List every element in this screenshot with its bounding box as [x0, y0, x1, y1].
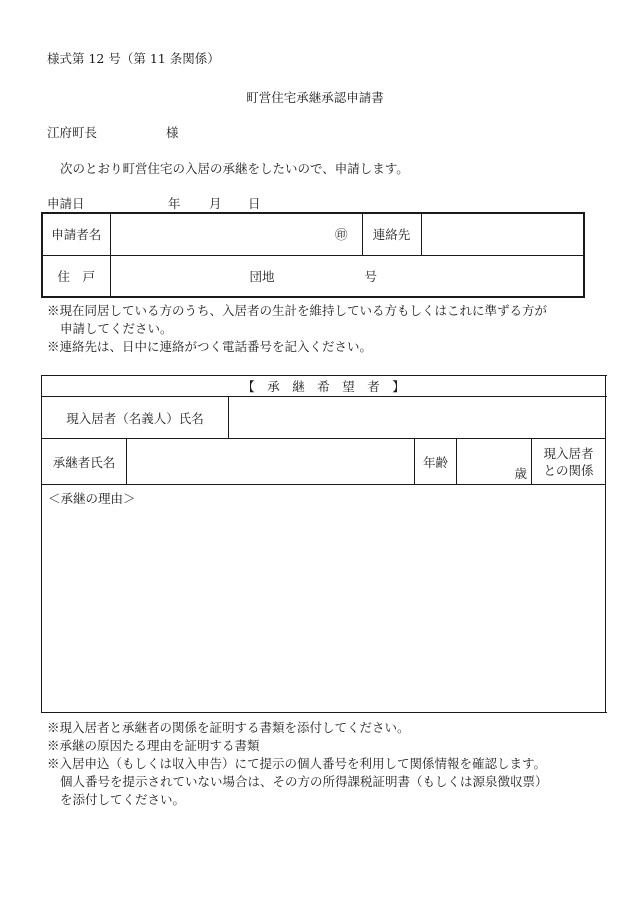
- contact-label: 連絡先: [362, 213, 421, 255]
- age-label: 年齢: [415, 439, 457, 485]
- applicant-table: [41, 212, 585, 298]
- note-line: ※承継の原因たる理由を証明する書類: [47, 738, 260, 753]
- seal-mark: ㊞: [334, 227, 348, 243]
- successor-header: 【 承 継 希 望 者 】: [42, 376, 606, 397]
- reason-label: ＜承継の理由＞: [48, 491, 136, 506]
- note-line: ※現在同居している方のうち、入居者の生計を維持している方もしくはこれに準ずる方が: [47, 303, 548, 318]
- intro-text: 次のとおり町営住宅の入居の承継をしたいので、申請します。: [60, 161, 409, 176]
- form-number: 様式第 12 号（第 11 条関係）: [47, 51, 220, 66]
- relation-label-line: 現入居者: [543, 445, 594, 461]
- age-unit: 歳: [514, 465, 527, 481]
- current-resident-field[interactable]: [229, 397, 606, 439]
- date-day: 日: [248, 196, 261, 211]
- note-line: ※入居申込（もしくは収入申告）にて提示の個人番号を利用して関係情報を確認します。: [47, 756, 547, 771]
- successor-name-field[interactable]: [127, 439, 415, 485]
- note-line: ※現入居者と承継者の関係を証明する書類を添付してください。: [47, 720, 410, 735]
- reason-field[interactable]: [42, 485, 606, 713]
- date-month: 月: [209, 196, 222, 211]
- applicant-name-field[interactable]: [110, 213, 362, 255]
- addressee-honorific: 様: [166, 125, 179, 140]
- applicant-name-label: 申請者名: [42, 213, 110, 255]
- complex-label: 団地: [249, 268, 275, 284]
- note-line: ※連絡先は、日中に連絡がつく電話番号を記入ください。: [47, 339, 373, 354]
- relation-label: [532, 439, 606, 485]
- date-year: 年: [168, 196, 181, 211]
- age-field[interactable]: [457, 439, 532, 485]
- note-line: 個人番号を提示されていない場合は、その方の所得課税証明書（もしくは源泉徴収票）: [60, 774, 548, 789]
- addressee-name: 江府町長: [47, 125, 98, 140]
- note-line: を添付してください。: [60, 792, 186, 807]
- address-label: 住 戸: [42, 255, 110, 297]
- successor-table: [41, 375, 606, 713]
- date-label: 申請日: [47, 196, 85, 211]
- number-label: 号: [364, 268, 378, 284]
- notes-bottom: [47, 719, 548, 809]
- contact-field[interactable]: [421, 213, 584, 255]
- notes-top: [47, 302, 547, 356]
- note-line: 申請してください。: [60, 321, 173, 336]
- address-field[interactable]: [110, 255, 584, 297]
- successor-name-label: 承継者氏名: [42, 439, 127, 485]
- current-resident-label: 現入居者（名義人）氏名: [42, 397, 229, 439]
- relation-label-line: との関係: [543, 462, 594, 478]
- form-title: 町営住宅承継承認申請書: [246, 90, 384, 105]
